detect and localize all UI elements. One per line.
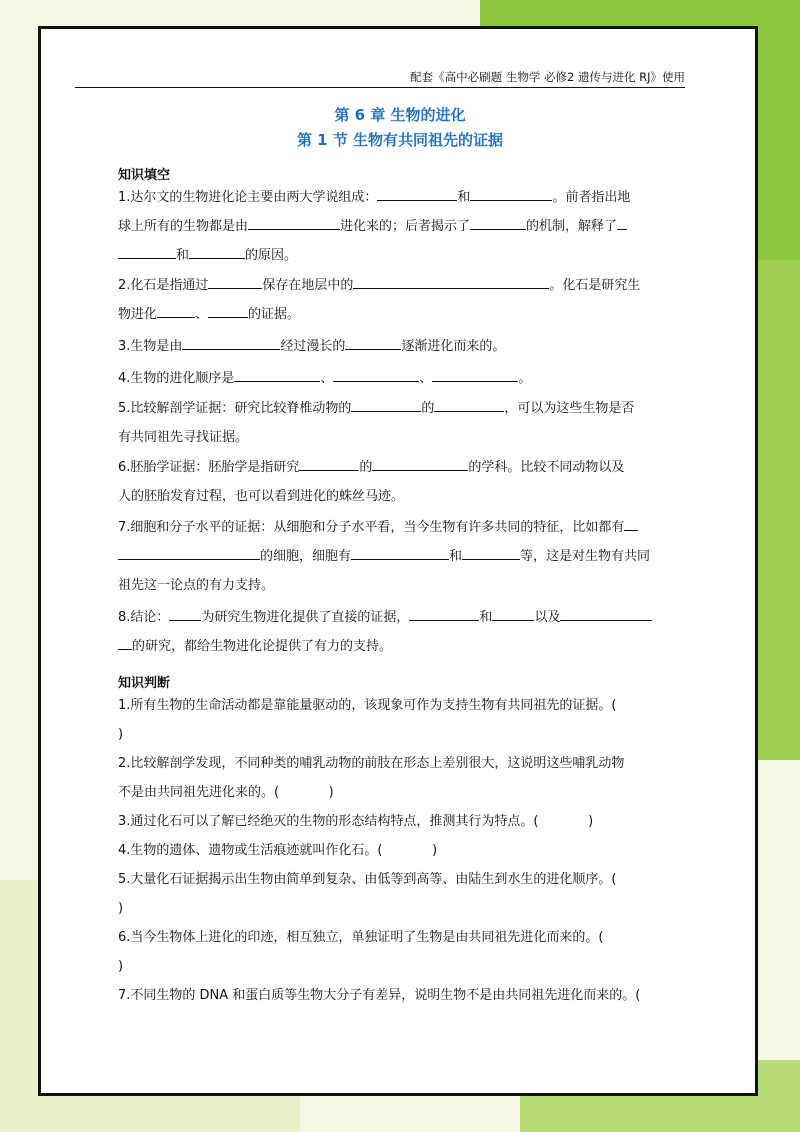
fill-in-question-4: 4.生物的进化顺序是 、 、 。 bbox=[118, 364, 670, 393]
answer-blank[interactable] bbox=[208, 304, 248, 318]
judge-question-list bbox=[118, 691, 670, 1010]
answer-blank[interactable] bbox=[624, 517, 638, 531]
answer-blank[interactable] bbox=[617, 216, 627, 230]
judge-line: 6.当今生物体上进化的印迹，相互独立，单独证明了生物是由共同祖先进化而来的。( bbox=[118, 930, 604, 945]
answer-blank[interactable] bbox=[208, 275, 262, 289]
answer-blank[interactable] bbox=[169, 607, 201, 621]
section-title: 第 1 节 生物有共同祖先的证据 bbox=[296, 131, 504, 149]
answer-blank[interactable] bbox=[470, 216, 526, 230]
judge-line: 1.所有生物的生命活动都是靠能量驱动的，该现象可作为支持生物有共同祖先的证据。( bbox=[118, 698, 617, 713]
answer-blank[interactable] bbox=[470, 187, 552, 201]
answer-blank[interactable] bbox=[462, 546, 520, 560]
answer-blank[interactable] bbox=[182, 336, 280, 350]
judge-line: ) bbox=[118, 901, 124, 916]
judge-heading: 知识判断 bbox=[118, 676, 171, 691]
answer-blank[interactable] bbox=[351, 546, 449, 560]
answer-blank[interactable] bbox=[189, 245, 245, 259]
answer-blank[interactable] bbox=[492, 607, 534, 621]
answer-blank[interactable] bbox=[118, 546, 260, 560]
answer-blank[interactable] bbox=[234, 368, 320, 382]
fill-in-question-5: 5.比较解剖学证据：研究比较脊椎动物的 的 ，可以为这些生物是否 有共同祖先寻找证据。 bbox=[118, 394, 670, 452]
answer-blank[interactable] bbox=[333, 368, 419, 382]
judge-line: 不是由共同祖先进化来的。( ) bbox=[118, 785, 334, 800]
answer-blank[interactable] bbox=[351, 398, 421, 412]
answer-blank[interactable] bbox=[377, 187, 457, 201]
answer-blank[interactable] bbox=[118, 245, 176, 259]
chapter-title: 第 6 章 生物的进化 bbox=[334, 106, 466, 124]
judge-line: 2.比较解剖学发现，不同种类的哺乳动物的前肢在形态上差别很大，这说明这些哺乳动物 bbox=[118, 756, 625, 771]
judge-line: ) bbox=[118, 959, 124, 974]
answer-blank[interactable] bbox=[248, 216, 340, 230]
answer-blank[interactable] bbox=[157, 304, 195, 318]
answer-blank[interactable] bbox=[353, 275, 549, 289]
judge-line: 7.不同生物的 DNA 和蛋白质等生物大分子有差异，说明生物不是由共同祖先进化而来的。( bbox=[118, 988, 641, 1003]
answer-blank[interactable] bbox=[409, 607, 479, 621]
fill-in-question-2: 2.化石是指通过 保存在地层中的 。化石是研究生 物进化 、 的证据。 bbox=[118, 271, 670, 329]
answer-blank[interactable] bbox=[434, 398, 504, 412]
judge-line: 3.通过化石可以了解已经绝灭的生物的形态结构特点，推测其行为特点。( ) bbox=[118, 814, 594, 829]
answer-blank[interactable] bbox=[560, 607, 652, 621]
answer-blank[interactable] bbox=[432, 368, 518, 382]
answer-blank[interactable] bbox=[299, 457, 359, 471]
answer-blank[interactable] bbox=[118, 636, 132, 650]
fill-in-question-1: 1.达尔文的生物进化论主要由两大学说组成： 和 。前者指出地 球上所有的生物都是由 进化来的；后者揭示了 的机制，解释了 和 的原因。 bbox=[118, 183, 670, 270]
fill-in-question-3: 3.生物是由 经过漫长的 逐渐进化而来的。 bbox=[118, 332, 670, 361]
fill-in-question-8: 8.结论： 为研究生物进化提供了直接的证据， 和 以及 的研究，都给生物进化论提供了有力的支持。 bbox=[118, 603, 670, 661]
judge-line: 4.生物的遗体、遗物或生活痕迹就叫作化石。( ) bbox=[118, 843, 438, 858]
answer-blank[interactable] bbox=[345, 336, 401, 350]
answer-blank[interactable] bbox=[372, 457, 468, 471]
fill-in-heading: 知识填空 bbox=[118, 168, 171, 183]
judge-line: ) bbox=[118, 727, 124, 742]
fill-in-question-6: 6.胚胎学证据：胚胎学是指研究 的 的学科。比较不同动物以及 人的胚胎发育过程，也可以看到进化的蛛丝马迹。 bbox=[118, 453, 670, 511]
header-note: 配套《高中必刷题 生物学 必修2 遗传与进化 RJ》使用 bbox=[75, 69, 685, 88]
judge-line: 5.大量化石证据揭示出生物由简单到复杂、由低等到高等、由陆生到水生的进化顺序。( bbox=[118, 872, 617, 887]
fill-in-question-7: 7.细胞和分子水平的证据：从细胞和分子水平看，当今生物有许多共同的特征，比如都有 的细胞，细胞有 和 等，这是对生物有共同 祖先这一论点的有力支持。 bbox=[118, 513, 670, 600]
